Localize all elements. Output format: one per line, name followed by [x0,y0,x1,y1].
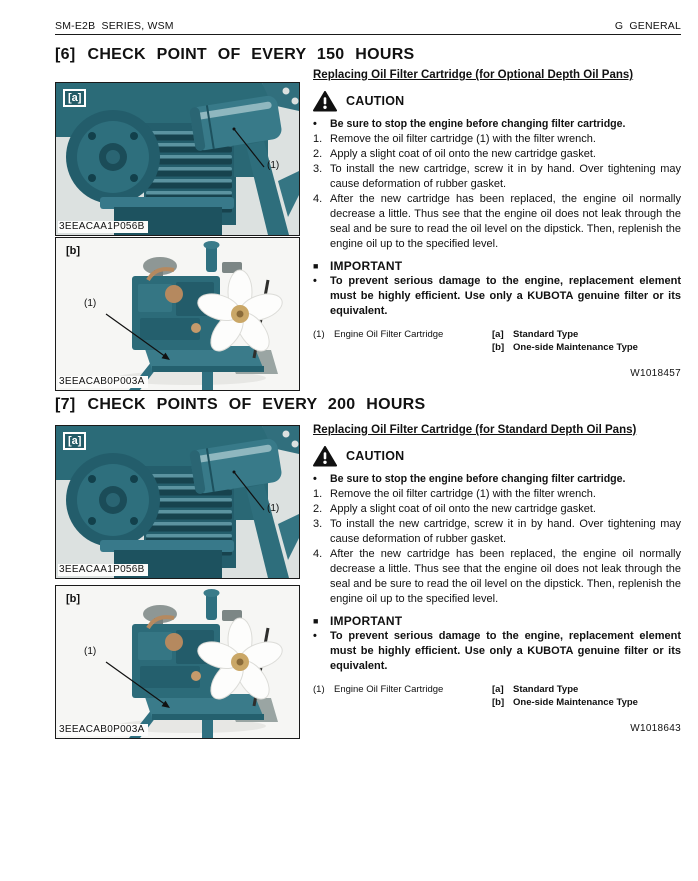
figure-tag: [a] [63,89,86,107]
bullet-marker: • [313,118,317,130]
step-4: 4. After the new cartridge has been replaced, the engine oil normally decrease a little. Thus see that the engine oil does not leak through the seal and be sure to read the oil level on the dipstick. Then, replenish the engine oil up to the specified level. [313,193,681,250]
step-3: 3. To install the new cartridge, screw it in by hand. Over tightening may cause deformation of rubber gasket. [313,518,681,545]
legend-item-1: (1) Engine Oil Filter Cartridge [313,329,444,340]
figure-caption: 3EEACAA1P056B [58,564,148,576]
important-header [313,614,681,629]
legend-item-b: [b] One-side Maintenance Type [492,342,638,353]
reference-code: W1018643 [630,723,681,734]
section-heading [55,396,426,414]
step-2: 2. Apply a slight coat of oil onto the new cartridge gasket. [313,503,596,515]
legend-item-1: (1) Engine Oil Filter Cartridge [313,684,444,695]
important-bullet: • To prevent serious damage to the engine, replacement element must be highly efficient. Use only a KUBOTA genuine filter or its equivalent. [313,630,681,672]
oil-filter-callout: (1) [267,160,280,171]
caution-label: CAUTION [346,448,405,463]
important-square-icon: ■ [313,261,319,271]
oil-filter-callout: (1) [84,298,97,309]
header-chapter: G GENERAL [614,20,681,32]
figure-maintenance-type-photo [55,585,300,739]
procedure-subheading: Replacing Oil Filter Cartridge (for Optional Depth Oil Pans) [313,69,634,81]
bullet-marker: • [313,630,317,642]
important-label: IMPORTANT [330,614,403,628]
important-square-icon: ■ [313,616,319,626]
step-4: 4. After the new cartridge has been replaced, the engine oil normally decrease a little. Thus see that the engine oil does not leak through the seal and be sure to read the oil level on the dipstick. Then, replenish the engine oil up to the specified level. [313,548,681,605]
figure-legend [313,683,681,709]
bullet-marker: • [313,473,317,485]
header-document-title: SM-E2B SERIES, WSM [55,20,174,32]
reference-code: W1018457 [630,368,681,379]
legend-types [492,683,681,709]
section-number: [6] [55,46,76,63]
procedure-steps [313,487,681,607]
step-1: 1. Remove the oil filter cartridge (1) with the filter wrench. [313,133,596,145]
engine-full-illustration [56,586,299,738]
step-1: 1. Remove the oil filter cartridge (1) with the filter wrench. [313,488,596,500]
figure-caption: 3EEACAB0P003A [58,376,148,388]
figure-tag: [a] [63,432,86,450]
important-bullet: • To prevent serious damage to the engine, replacement element must be highly efficient. Use only a KUBOTA genuine filter or its equivalent. [313,275,681,317]
section-title: CHECK POINTS OF EVERY 200 HOURS [87,396,426,413]
section-number: [7] [55,396,76,413]
step-3: 3. To install the new cartridge, screw it in by hand. Over tightening may cause deformation of rubber gasket. [313,163,681,190]
figure-tag: [b] [66,593,81,605]
caution-header [313,445,681,467]
procedure-text-column [313,423,681,736]
oil-filter-callout: (1) [267,503,280,514]
figure-standard-type-photo [55,425,300,579]
legend-item-a: [a] Standard Type [492,684,579,695]
warning-triangle-icon [313,446,337,467]
section-title: CHECK POINT OF EVERY 150 HOURS [87,46,415,63]
figure-caption: 3EEACAB0P003A [58,724,148,736]
caution-bullet: • Be sure to stop the engine before changing filter cartridge. [313,118,626,130]
engine-closeup-illustration [56,426,299,578]
important-label: IMPORTANT [330,259,403,273]
legend-item-b: [b] One-side Maintenance Type [492,697,638,708]
legend-item-a: [a] Standard Type [492,329,579,340]
procedure-subheading: Replacing Oil Filter Cartridge (for Standard Depth Oil Pans) [313,424,637,436]
step-2: 2. Apply a slight coat of oil onto the new cartridge gasket. [313,148,596,160]
caution-bullet: • Be sure to stop the engine before changing filter cartridge. [313,473,626,485]
bullet-marker: • [313,275,317,287]
oil-filter-callout: (1) [84,646,97,657]
figure-caption: 3EEACAA1P056B [58,221,148,233]
figure-tag: [b] [66,245,81,257]
caution-label: CAUTION [346,93,405,108]
